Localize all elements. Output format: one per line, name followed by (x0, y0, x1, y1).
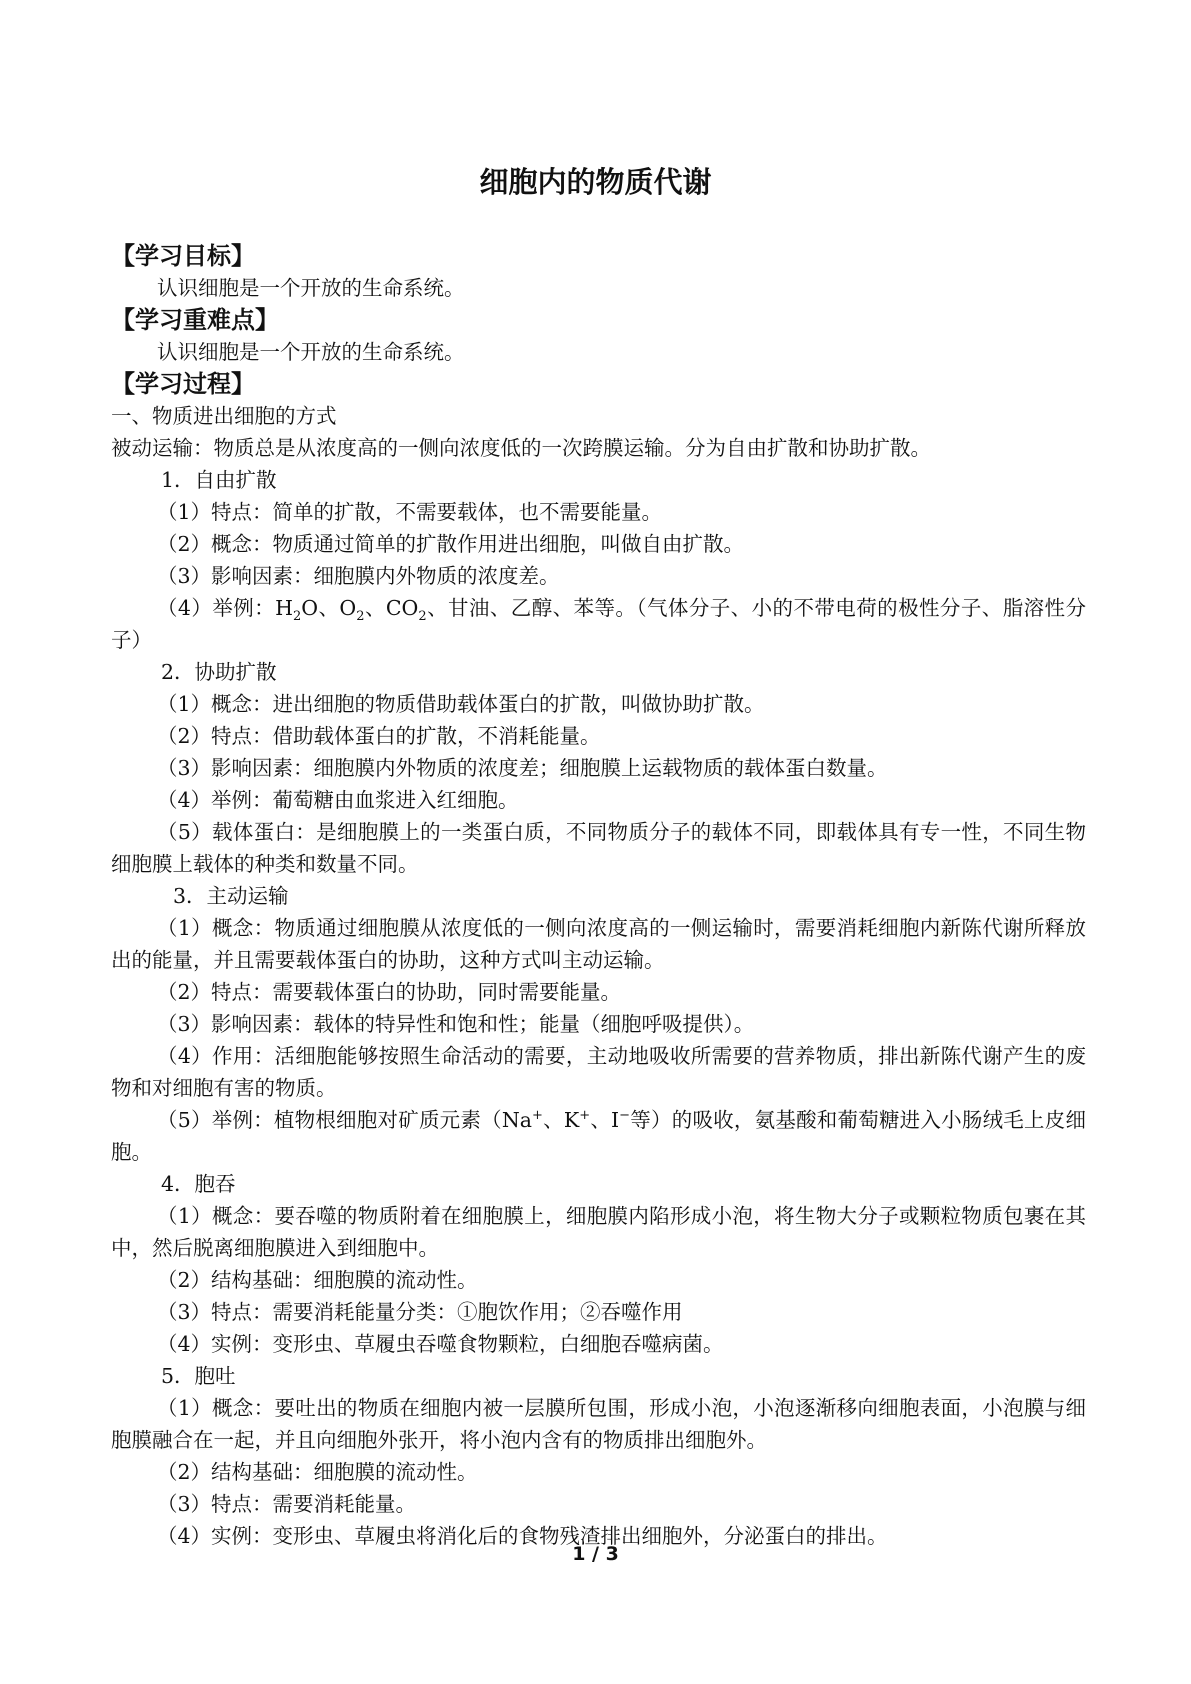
exocytosis-item: （3）特点：需要消耗能量。 (157, 1492, 417, 1516)
facilitated-item: （2）特点：借助载体蛋白的扩散，不消耗能量。 (157, 724, 601, 748)
objective-text: 认识细胞是一个开放的生命系统。 (157, 276, 465, 300)
exocytosis-item: （4）实例：变形虫、草履虫将消化后的食物残渣排出细胞外，分泌蛋白的排出。 (157, 1524, 888, 1548)
key-points-text: 认识细胞是一个开放的生命系统。 (157, 340, 465, 364)
active-item: （4）作用：活细胞能够按照生命活动的需要，主动地吸收所需要的营养物质，排出新陈代谢产生的废物和对细胞有害的物质。 (111, 1044, 1086, 1100)
exocytosis-item: （2）结构基础：细胞膜的流动性。 (157, 1460, 478, 1484)
endocytosis-item: （2）结构基础：细胞膜的流动性。 (157, 1268, 478, 1292)
free-diffusion-item: （3）影响因素：细胞膜内外物质的浓度差。 (157, 564, 560, 588)
document-title: 细胞内的物质代谢 (479, 165, 712, 199)
exocytosis-item: （1）概念：要吐出的物质在细胞内被一层膜所包围，形成小泡，小泡逐渐移向细胞表面，小泡膜与细胞膜融合在一起，并且向细胞外张开，将小泡内含有的物质排出细胞外。 (111, 1396, 1086, 1452)
endocytosis-item: （1）概念：要吞噬的物质附着在细胞膜上，细胞膜内陷形成小泡，将生物大分子或颗粒物质包裹在其中，然后脱离细胞膜进入到细胞中。 (111, 1204, 1086, 1260)
active-item: （2）特点：需要载体蛋白的协助，同时需要能量。 (157, 980, 622, 1004)
passive-transport-text: 被动运输：物质总是从浓度高的一侧向浓度低的一次跨膜运输。分为自由扩散和协助扩散。 (111, 436, 931, 460)
page-number: 1 / 3 (572, 1543, 619, 1565)
facilitated-item: （5）载体蛋白：是细胞膜上的一类蛋白质，不同物质分子的载体不同，即载体具有专一性，不同生物细胞膜上载体的种类和数量不同。 (111, 820, 1086, 876)
active-item: （3）影响因素：载体的特异性和饱和性；能量（细胞呼吸提供）。 (157, 1012, 755, 1036)
section-heading-key-points: 【学习重难点】 (111, 306, 279, 334)
section-heading-process: 【学习过程】 (111, 370, 255, 398)
endocytosis-item: （3）特点：需要消耗能量分类：①胞饮作用；②吞噬作用 (157, 1300, 683, 1324)
active-transport-heading: 3．主动运输 (173, 884, 289, 908)
facilitated-item: （1）概念：进出细胞的物质借助载体蛋白的扩散，叫做协助扩散。 (157, 692, 765, 716)
active-example: （5）举例：植物根细胞对矿质元素（Na+、K+、I−等）的吸收，氨基酸和葡萄糖进入小肠绒毛上皮细胞。 (111, 1108, 1086, 1164)
facilitated-diffusion-heading: 2．协助扩散 (161, 660, 277, 684)
facilitated-item: （4）举例：葡萄糖由血浆进入红细胞。 (157, 788, 519, 812)
free-diffusion-item: （2）概念：物质通过简单的扩散作用进出细胞，叫做自由扩散。 (157, 532, 745, 556)
free-diffusion-example: （4）举例：$H_2O$、$O_2$、$CO_2$、甘油、乙醇、苯等。（气体分子、小的不带电荷的极性分子、脂溶性分子） (111, 596, 1086, 652)
exocytosis-heading: 5．胞吐 (161, 1364, 236, 1388)
free-diffusion-item: （1）特点：简单的扩散，不需要载体，也不需要能量。 (157, 500, 663, 524)
section-heading-objective: 【学习目标】 (111, 242, 255, 270)
free-diffusion-heading: 1．自由扩散 (161, 468, 277, 492)
part1-heading: 一、物质进出细胞的方式 (111, 404, 337, 428)
endocytosis-heading: 4．胞吞 (161, 1172, 236, 1196)
facilitated-item: （3）影响因素：细胞膜内外物质的浓度差；细胞膜上运载物质的载体蛋白数量。 (157, 756, 888, 780)
endocytosis-item: （4）实例：变形虫、草履虫吞噬食物颗粒，白细胞吞噬病菌。 (157, 1332, 724, 1356)
document-body (111, 240, 1086, 1552)
active-item: （1）概念：物质通过细胞膜从浓度低的一侧向浓度高的一侧运输时，需要消耗细胞内新陈代谢所释放出的能量，并且需要载体蛋白的协助，这种方式叫主动运输。 (111, 916, 1086, 972)
